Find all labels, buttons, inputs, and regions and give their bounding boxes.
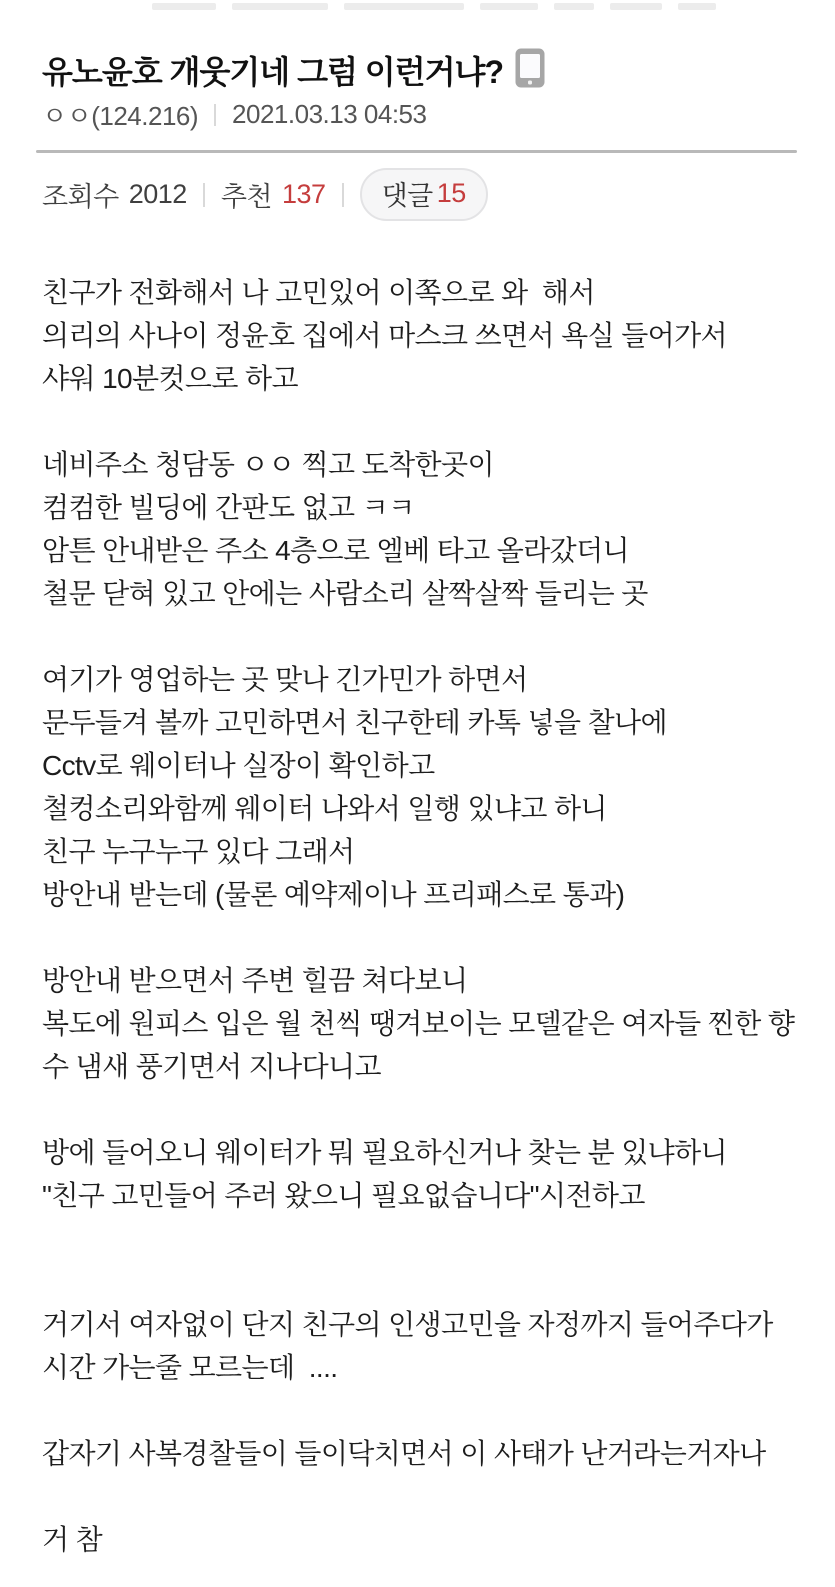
meta-divider xyxy=(214,104,216,126)
body-line xyxy=(42,916,835,959)
stat-divider xyxy=(342,183,344,207)
upvote-label: 추천 xyxy=(220,182,272,212)
body-line: 복도에 원피스 입은 월 천씩 땡겨보이는 모델같은 여자들 찐한 향 xyxy=(42,1008,795,1039)
view-count-value: 2012 xyxy=(128,179,187,209)
body-line xyxy=(42,1389,835,1432)
body-line: 거기서 여자없이 단지 친구의 인생고민을 자정까지 들어주다가 xyxy=(42,1309,773,1340)
body-line: 방안내 받으면서 주변 힐끔 쳐다보니 xyxy=(42,965,468,996)
post-header xyxy=(42,46,805,93)
post-author: ㅇㅇ(124.216) xyxy=(42,101,199,131)
header-divider xyxy=(36,150,797,153)
upvote-count xyxy=(221,175,326,214)
body-line xyxy=(42,1475,835,1518)
body-line: 거 참 xyxy=(42,1524,103,1555)
clipped-text-remnant xyxy=(152,2,716,10)
post-body xyxy=(42,271,835,1561)
post-meta xyxy=(42,96,426,133)
upvote-value: 137 xyxy=(282,179,326,209)
comment-count-value: 15 xyxy=(436,178,466,208)
mobile-phone-icon xyxy=(515,48,545,93)
body-line xyxy=(42,1217,835,1260)
body-line: 의리의 사나이 정윤호 집에서 마스크 쓰면서 욕실 들어가서 xyxy=(42,320,728,351)
body-line: 방에 들어오니 웨이터가 뭐 필요하신거나 찾는 분 있냐하니 xyxy=(42,1137,728,1168)
body-line xyxy=(42,1088,835,1131)
view-count xyxy=(42,175,187,214)
body-line xyxy=(42,400,835,443)
body-line xyxy=(42,1260,835,1303)
body-line: 방안내 받는데 (물론 예약제이나 프리패스로 통과) xyxy=(42,879,625,910)
body-line: 갑자기 사복경찰들이 들이닥치면서 이 사태가 난거라는거자나 xyxy=(42,1438,766,1469)
body-line: 여기가 영업하는 곳 맞나 긴가민가 하면서 xyxy=(42,664,528,695)
post-date: 2021.03.13 04:53 xyxy=(232,99,427,129)
comment-count-pill[interactable] xyxy=(360,168,488,221)
comment-label: 댓글 xyxy=(381,181,433,211)
post-stats-bar xyxy=(42,168,488,221)
view-count-label: 조회수 xyxy=(42,182,119,212)
body-line: 철문 닫혀 있고 안에는 사람소리 살짝살짝 들리는 곳 xyxy=(42,578,648,609)
post-title: 유노윤호 개웃기네 그럼 이런거냐? xyxy=(42,53,503,90)
body-line: 샤워 10분컷으로 하고 xyxy=(42,363,298,394)
body-line: "친구 고민들어 주러 왔으니 필요없습니다"시전하고 xyxy=(42,1180,645,1211)
body-line: 암튼 안내받은 주소 4층으로 엘베 타고 올라갔더니 xyxy=(42,535,630,566)
body-line: 문두들겨 볼까 고민하면서 친구한테 카톡 넣을 찰나에 xyxy=(42,707,667,738)
body-line: 철컹소리와함께 웨이터 나와서 일행 있냐고 하니 xyxy=(42,793,607,824)
body-line: 친구가 전화해서 나 고민있어 이쪽으로 와 해서 xyxy=(42,277,595,308)
body-line xyxy=(42,615,835,658)
body-line: 수 냄새 풍기면서 지나다니고 xyxy=(42,1051,381,1082)
body-line: 컴컴한 빌딩에 간판도 없고 ㅋㅋ xyxy=(42,492,415,523)
body-line: 네비주소 청담동 ㅇㅇ 찍고 도착한곳이 xyxy=(42,449,494,480)
body-line: 친구 누구누구 있다 그래서 xyxy=(42,836,355,867)
body-line: 시간 가는줄 모르는데 .... xyxy=(42,1352,338,1383)
body-line: Cctv로 웨이터나 실장이 확인하고 xyxy=(42,750,435,781)
stat-divider xyxy=(203,183,205,207)
